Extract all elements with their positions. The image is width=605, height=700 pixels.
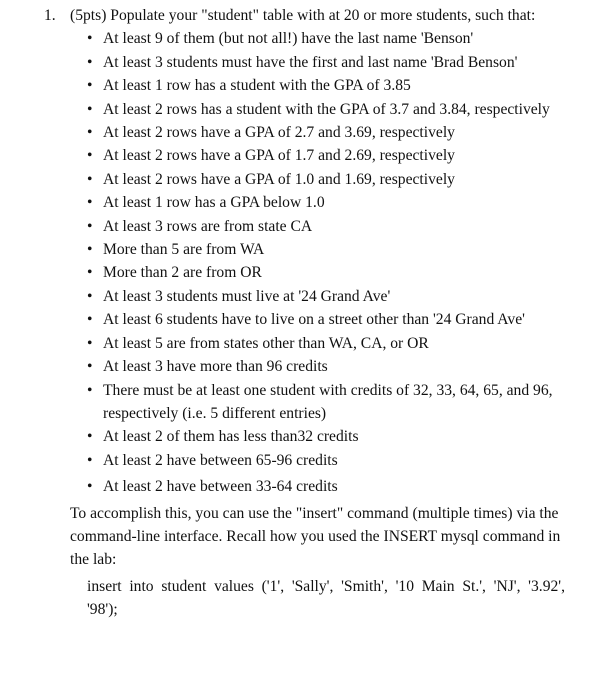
requirement-item bbox=[87, 74, 565, 97]
instructions-paragraph: To accomplish this, you can use the "insert" command (multiple times) via the command-line interface. Recall how you used the INSERT mysql command in the lab: bbox=[70, 504, 561, 569]
bullet-icon: • bbox=[87, 428, 93, 446]
requirement-item bbox=[87, 121, 565, 144]
bullet-icon: • bbox=[87, 194, 93, 212]
requirement-item bbox=[87, 379, 565, 426]
bullet-icon: • bbox=[87, 77, 93, 95]
requirement-text: At least 6 students have to live on a street other than '24 Grand Ave' bbox=[103, 311, 525, 329]
bullet-icon: • bbox=[87, 334, 93, 352]
requirement-text: At least 2 rows have a GPA of 2.7 and 3.69, respectively bbox=[103, 124, 455, 142]
requirement-item bbox=[87, 238, 565, 261]
requirement-text: At least 3 rows are from state CA bbox=[103, 217, 313, 235]
requirement-text: There must be at least one student with credits of 32, 33, 64, 65, and 96, respectively (i.e. 5 different entries) bbox=[103, 381, 553, 422]
bullet-icon: • bbox=[87, 100, 93, 118]
requirement-item bbox=[87, 261, 565, 284]
requirement-item bbox=[87, 191, 565, 214]
requirement-text: At least 5 are from states other than WA, CA, or OR bbox=[103, 334, 429, 352]
requirement-item bbox=[87, 355, 565, 378]
bullet-icon: • bbox=[87, 264, 93, 282]
question-body bbox=[70, 4, 565, 622]
requirement-item bbox=[87, 51, 565, 74]
requirement-text: At least 2 have between 65-96 credits bbox=[103, 451, 338, 469]
requirement-text: At least 3 students must have the first and last name 'Brad Benson' bbox=[103, 53, 518, 71]
requirement-text: More than 2 are from OR bbox=[103, 264, 262, 282]
bullet-icon: • bbox=[87, 478, 93, 496]
bullet-icon: • bbox=[87, 241, 93, 259]
requirement-item bbox=[87, 215, 565, 238]
requirement-text: At least 3 have more than 96 credits bbox=[103, 358, 328, 376]
requirement-item bbox=[87, 98, 565, 121]
requirement-item bbox=[87, 144, 565, 167]
requirements-list bbox=[70, 27, 565, 498]
requirement-item bbox=[87, 475, 565, 498]
requirement-item bbox=[87, 449, 565, 472]
requirement-item bbox=[87, 425, 565, 448]
requirement-text: At least 1 row has a GPA below 1.0 bbox=[103, 194, 325, 212]
bullet-icon: • bbox=[87, 170, 93, 188]
bullet-icon: • bbox=[87, 311, 93, 329]
requirement-item bbox=[87, 332, 565, 355]
question-number: 1. bbox=[44, 7, 56, 24]
requirement-item bbox=[87, 27, 565, 50]
bullet-icon: • bbox=[87, 358, 93, 376]
requirement-text: At least 2 rows has a student with the GPA of 3.7 and 3.84, respectively bbox=[103, 100, 550, 118]
requirement-text: At least 2 of them has less than32 credits bbox=[103, 428, 359, 446]
requirement-item bbox=[87, 308, 565, 331]
requirement-text: More than 5 are from WA bbox=[103, 241, 265, 259]
question-1 bbox=[44, 4, 565, 622]
bullet-icon: • bbox=[87, 53, 93, 71]
requirement-text: At least 1 row has a student with the GPA of 3.85 bbox=[103, 77, 411, 95]
bullet-icon: • bbox=[87, 451, 93, 469]
requirement-text: At least 2 rows have a GPA of 1.7 and 2.69, respectively bbox=[103, 147, 455, 165]
requirement-text: At least 9 of them (but not all!) have the last name 'Benson' bbox=[103, 30, 474, 48]
bullet-icon: • bbox=[87, 124, 93, 142]
bullet-icon: • bbox=[87, 381, 93, 399]
requirement-text: At least 2 rows have a GPA of 1.0 and 1.69, respectively bbox=[103, 170, 455, 188]
bullet-icon: • bbox=[87, 147, 93, 165]
bullet-icon: • bbox=[87, 217, 93, 235]
bullet-icon: • bbox=[87, 287, 93, 305]
requirement-text: At least 2 have between 33-64 credits bbox=[103, 478, 338, 496]
requirement-item bbox=[87, 168, 565, 191]
requirement-text: At least 3 students must live at '24 Grand Ave' bbox=[103, 287, 391, 305]
bullet-icon: • bbox=[87, 30, 93, 48]
example-insert-command: insert into student values ('1', 'Sally', 'Smith', '10 Main St.', 'NJ', '3.92', '98'); bbox=[87, 577, 565, 619]
question-intro: (5pts) Populate your "student" table with at 20 or more students, such that: bbox=[70, 7, 536, 24]
requirement-item bbox=[87, 285, 565, 308]
